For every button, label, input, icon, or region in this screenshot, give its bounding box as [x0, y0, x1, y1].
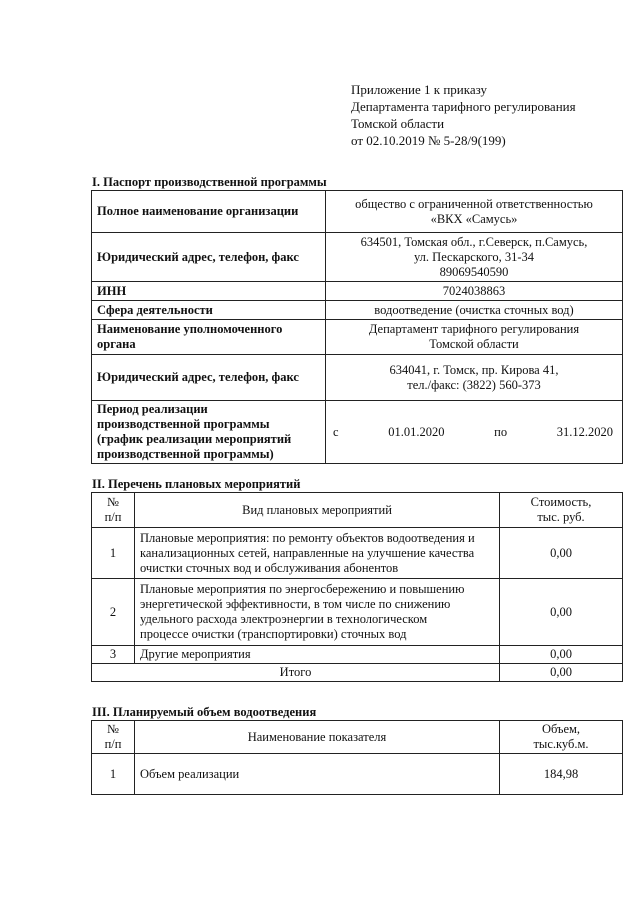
label-line: (график реализации мероприятий	[97, 432, 292, 446]
label-line: производственной программы)	[97, 447, 274, 461]
row-label: Юридический адрес, телефон, факс	[92, 355, 326, 401]
name-line: процессе очистки (транспортировки) сточных вод	[140, 627, 407, 641]
annex-line-3: Томской области	[351, 116, 445, 131]
table-row	[92, 355, 623, 401]
table-row	[92, 301, 623, 320]
value-line: 634501, Томская обл., г.Северск, п.Самусь,	[360, 234, 588, 249]
row-label	[92, 320, 326, 355]
header-line: тыс.куб.м.	[533, 737, 589, 751]
name-line: Плановые мероприятия по энергосбережению и повышению	[140, 582, 465, 596]
value-line: тел./факс: (3822) 560-373	[407, 377, 541, 392]
value-line: общество с ограниченной ответственностью	[355, 196, 593, 211]
header-line: п/п	[104, 510, 122, 524]
row-name	[135, 528, 500, 579]
row-num: 3	[92, 646, 135, 664]
row-value	[326, 233, 623, 282]
table-row	[92, 191, 623, 233]
period-value	[326, 401, 623, 464]
row-value	[326, 320, 623, 355]
row-value	[326, 355, 623, 401]
total-cost: 0,00	[500, 664, 623, 682]
value-line: Департамент тарифного регулирования	[368, 322, 580, 336]
annex-line-1: Приложение 1 к приказу	[351, 82, 488, 97]
row-name: Объем реализации	[135, 754, 500, 795]
label-line: Период реализации	[97, 402, 208, 416]
row-num: 1	[92, 528, 135, 579]
section-1-title: I. Паспорт производственной программы	[92, 175, 327, 189]
header-line: п/п	[104, 737, 122, 751]
table-total-row	[92, 664, 623, 682]
header-name: Наименование показателя	[135, 721, 500, 754]
table-row	[92, 528, 623, 579]
value-line: «ВКХ «Самусь»	[430, 211, 518, 226]
row-cost: 0,00	[500, 528, 623, 579]
header-num	[92, 721, 135, 754]
total-label: Итого	[92, 664, 500, 682]
row-name	[135, 579, 500, 646]
period-from-word: с	[333, 424, 339, 439]
header-line: тыс. руб.	[537, 510, 585, 524]
table-row	[92, 646, 623, 664]
row-value: 7024038863	[326, 282, 623, 301]
row-label: ИНН	[92, 282, 326, 301]
row-cost: 0,00	[500, 646, 623, 664]
measures-table	[91, 492, 623, 682]
section-3-title: III. Планируемый объем водоотведения	[92, 705, 317, 719]
period-from-date: 01.01.2020	[388, 424, 445, 439]
name-line: удельного расхода электроэнергии в технологическом	[140, 612, 428, 626]
name-line: энергетической эффективности, в том числе по снижению	[140, 597, 451, 611]
annex-line-4: от 02.10.2019 № 5-28/9(199)	[351, 133, 506, 148]
table-row	[92, 401, 623, 464]
header-line: №	[107, 722, 119, 736]
header-cost	[500, 493, 623, 528]
header-line: Объем,	[541, 722, 581, 736]
annex-block	[351, 81, 621, 149]
row-cost: 0,00	[500, 579, 623, 646]
table-row	[92, 282, 623, 301]
table-row	[92, 579, 623, 646]
header-line: №	[107, 495, 119, 509]
row-num: 2	[92, 579, 135, 646]
row-num: 1	[92, 754, 135, 795]
section-2-title: II. Перечень плановых мероприятий	[92, 477, 301, 491]
name-line: канализационных сетей, направленные на улучшение качества	[140, 545, 475, 560]
header-value	[500, 721, 623, 754]
row-value	[326, 191, 623, 233]
period-label	[92, 401, 326, 464]
name-line: Плановые мероприятия: по ремонту объектов водоотведения и	[140, 530, 475, 545]
table-row	[92, 754, 623, 795]
annex-line-2: Департамента тарифного регулирования	[351, 99, 576, 114]
row-value: водоотведение (очистка сточных вод)	[326, 301, 623, 320]
table-row	[92, 233, 623, 282]
label-line: Наименование уполномоченного	[97, 322, 283, 336]
row-label: Юридический адрес, телефон, факс	[92, 233, 326, 282]
header-num	[92, 493, 135, 528]
period-to-date: 31.12.2020	[556, 424, 613, 439]
value-line: ул. Пескарского, 31-34	[413, 249, 535, 264]
row-value: 184,98	[500, 754, 623, 795]
volume-table	[91, 720, 623, 795]
header-line: Стоимость,	[530, 495, 592, 509]
passport-table	[91, 190, 623, 464]
value-line: 634041, г. Томск, пр. Кирова 41,	[389, 362, 559, 377]
period-to-word: по	[494, 424, 508, 439]
row-label: Сфера деятельности	[92, 301, 326, 320]
header-name: Вид плановых мероприятий	[135, 493, 500, 528]
label-line: производственной программы	[97, 417, 270, 431]
value-line: 89069540590	[439, 264, 509, 279]
row-name: Другие мероприятия	[135, 646, 500, 664]
table-header-row	[92, 493, 623, 528]
label-line: органа	[97, 337, 136, 351]
value-line: Томской области	[429, 337, 519, 351]
name-line: очистки сточных вод и обслуживания абонентов	[140, 560, 399, 575]
table-row	[92, 320, 623, 355]
table-header-row	[92, 721, 623, 754]
row-label: Полное наименование организации	[92, 191, 326, 233]
